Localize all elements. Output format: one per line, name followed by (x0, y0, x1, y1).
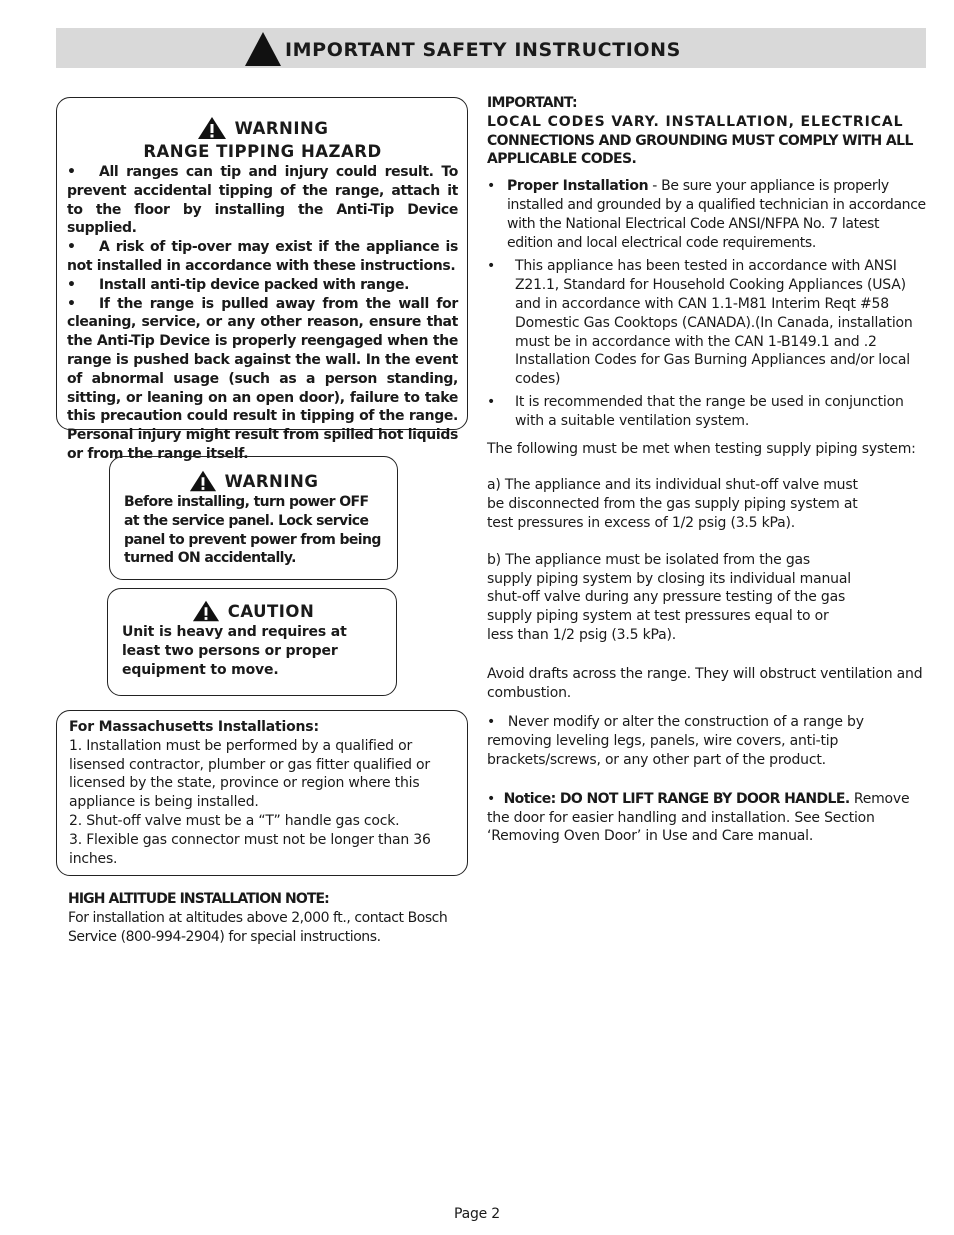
list-item: • This appliance has been tested in accordance with ANSI Z21.1, Standard for Household Cooking Appliances (USA) and in accordance with CAN 1.1-M81 Interim Reqt #58 Domestic Gas Cooktops (CANADA).(In Canada, installation must be in accordance with the CAN 1-B149.1 and .2 Installation Codes for Gas Burning Appliances and/or local codes) (487, 258, 913, 388)
tipping-warning-subtitle: RANGE TIPPING HAZARD (143, 142, 382, 161)
warning-triangle-icon (192, 599, 220, 623)
power-warning-box (109, 456, 398, 580)
massachusetts-title: For Massachusetts Installations: (69, 719, 319, 735)
power-warning-label: WARNING (224, 471, 319, 491)
tipping-warning-heading (67, 116, 458, 140)
warning-triangle-icon (189, 469, 217, 493)
list-item: 2. Shut-off valve must be a “T” handle gas cock. (69, 812, 400, 829)
list-item: 3. Flexible gas connector must not be longer than 36 inches. (69, 831, 431, 867)
warning-triangle-icon (197, 116, 227, 140)
list-item: • Proper Installation - Be sure your appliance is properly installed and grounded by a qualified technician in accordance with the National Electrical Code ANSI/NFPA No. 7 latest edition and local electrical code requirements. (487, 178, 926, 251)
list-item: • All ranges can tip and injury could result. To prevent accidental tipping of the range, attach it to the floor by installing the Anti-Tip Device supplied. (67, 164, 458, 237)
page-title: IMPORTANT SAFETY INSTRUCTIONS (285, 39, 681, 61)
high-altitude-text: For installation at altitudes above 2,000 ft., contact Bosch Service (800-994-2904) for special instructions. (68, 909, 448, 945)
high-altitude-title: HIGH ALTITUDE INSTALLATION NOTE: (68, 891, 329, 907)
tipping-warning-box (56, 97, 468, 462)
caution-text: Unit is heavy and requires at least two persons or proper equipment to move. (122, 624, 347, 678)
list-item: • Install anti-tip device packed with range. (67, 276, 410, 293)
list-item: • A risk of tip-over may exist if the appliance is not installed in accordance with these instructions. (67, 239, 458, 274)
massachusetts-box (56, 710, 468, 876)
piping-item-a: a) The appliance and its individual shut-off valve must be disconnected from the gas supply piping system at test pressures in excess of 1/2 psig (3.5 kPa). (487, 477, 858, 531)
important-label: IMPORTANT: (487, 95, 577, 111)
notice-bold: Notice: DO NOT LIFT RANGE BY DOOR HANDLE. (503, 790, 850, 807)
page-number: Page 2 (453, 1206, 501, 1222)
caution-heading (122, 599, 384, 623)
codes-line-2: CONNECTIONS AND GROUNDING MUST COMPLY WITH ALL APPLICABLE CODES. (487, 132, 913, 168)
piping-item-b: b) The appliance must be isolated from the gas supply piping system by closing its individual manual shut-off valve during any pressure testing of the gas supply piping system at test pressures equal to or less than 1/2 psig (3.5 kPa). (487, 551, 851, 643)
high-altitude-note (68, 890, 466, 946)
list-item: • If the range is pulled away from the wall for cleaning, service, or any other reason, ensure that the Anti-Tip Device is properly reengaged when the range is pushed back against the wall. In the event of abnormal usage (such as a person standing, sitting, or leaning on an open door), failure to take this precaution could result in tipping of the range. Personal injury might result from spilled hot liquids or from the range itself. (67, 295, 458, 462)
tipping-warning-label: WARNING (234, 118, 329, 138)
drafts-note: Avoid drafts across the range. They will obstruct ventilation and combustion. (487, 665, 923, 701)
caution-label: CAUTION (227, 601, 315, 621)
list-item: • It is recommended that the range be used in conjunction with a suitable ventilation system. (487, 393, 904, 429)
right-column (487, 94, 927, 846)
modify-note: • Never modify or alter the construction of a range by removing leveling legs, panels, wire covers, anti-tip brackets/screws, or any other part of the product. (487, 714, 864, 768)
proper-installation-label: Proper Installation (507, 178, 649, 195)
piping-intro: The following must be met when testing supply piping system: (487, 440, 916, 457)
warning-triangle-icon (244, 31, 282, 67)
list-item: 1. Installation must be performed by a qualified or lisensed contractor, plumber or gas fitter qualified or licensed by the state, province or region where this appliance is being installed. (69, 737, 430, 811)
notice-note: • Notice: DO NOT LIFT RANGE BY DOOR HANDLE. Remove the door for easier handling and installation. See Section ‘Removing Oven Door’ in Use and Care manual. (487, 790, 910, 845)
power-warning-text: Before installing, turn power OFF at the service panel. Lock service panel to prevent power from being turned ON accidentally. (124, 494, 381, 567)
tipping-warning-list (67, 163, 458, 464)
caution-box (107, 588, 397, 696)
codes-line-1: LOCAL CODES VARY. INSTALLATION, ELECTRICAL (487, 113, 904, 130)
power-warning-heading (124, 469, 383, 493)
